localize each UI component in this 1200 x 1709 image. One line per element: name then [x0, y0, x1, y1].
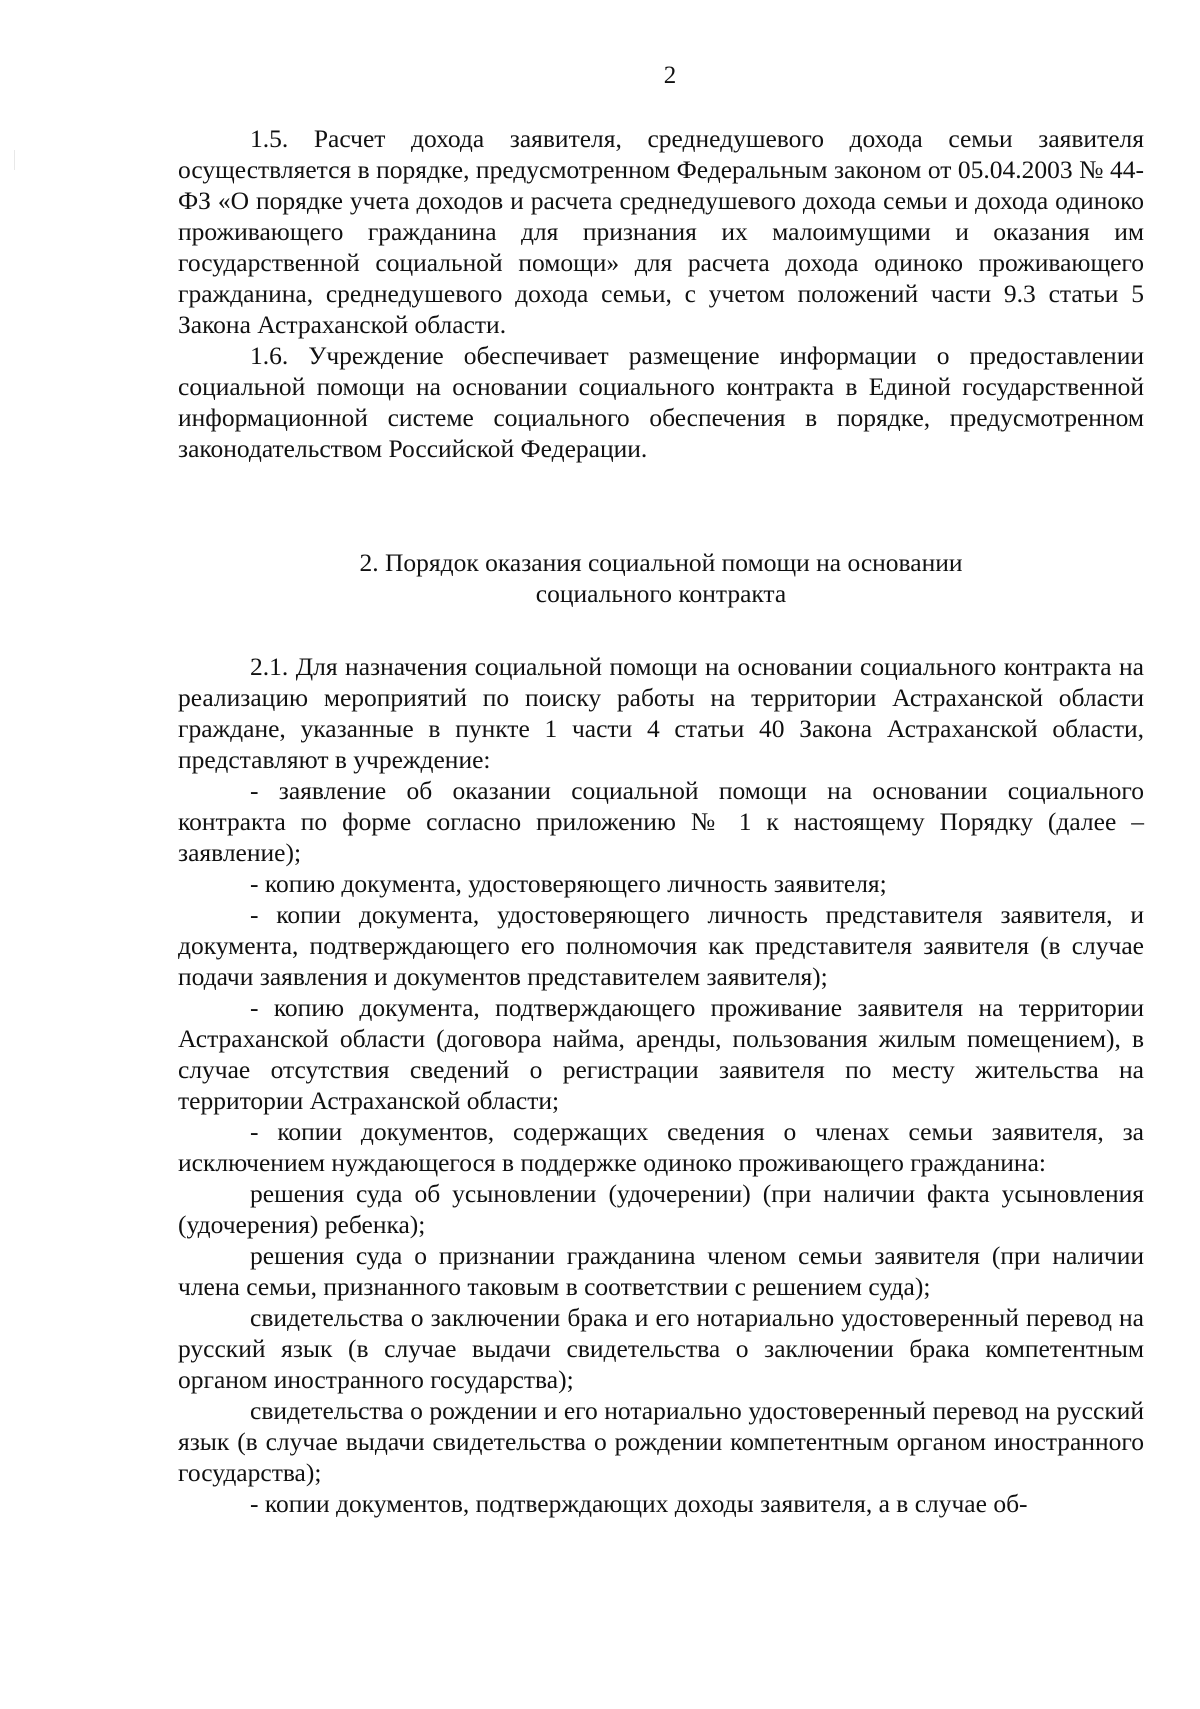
list-item-representative-docs: - копии документа, удостоверяющего личность представителя заявителя, и документа, подтверждающего его полномочия как представителя заявителя (в случае подачи заявления и документов представителем заявителя); [178, 900, 1144, 991]
list-item-income-docs: - копии документов, подтверждающих доходы заявителя, а в случае об- [250, 1489, 1028, 1518]
paragraph-2-1: 2.1. Для назначения социальной помощи на основании социального контракта на реализацию мероприятий по поиску работы на территории Астраханской области граждане, указанные в пункте 1 части 4 статьи 40 Закона Астраханской области, представляют в учреждение: [178, 652, 1144, 774]
paragraph-1-5: 1.5. Расчет дохода заявителя, среднедушевого дохода семьи заявителя осуществляется в порядке, предусмотренном Федеральным законом от 05.04.2003 № 44-ФЗ «О порядке учета доходов и расчета среднедушевого дохода семьи и дохода одиноко проживающего гражданина для признания их малоимущими и оказания им государственной социальной помощи» для расчета дохода одиноко проживающего гражданина, среднедушевого дохода семьи, с учетом положений части 9.3 статьи 5 Закона Астраханской области. [178, 124, 1144, 339]
list-item-application: - заявление об оказании социальной помощи на основании социального контракта по форме согласно приложению № 1 к настоящему Порядку (далее – заявление); [178, 776, 1144, 867]
list-item-residence-proof: - копию документа, подтверждающего проживание заявителя на территории Астраханской области (договора найма, аренды, пользования жилым помещением), в случае отсутствия сведений о регистрации заявителя по месту жительства на территории Астраханской области; [178, 993, 1144, 1115]
sub-item-marriage-certificate: свидетельства о заключении брака и его нотариально удостоверенный перевод на русский язык (в случае выдачи свидетельства о заключении брака компетентным органом иностранного государства); [178, 1303, 1144, 1394]
section-heading-line-2: социального контракта [535, 579, 787, 608]
sub-item-adoption: решения суда об усыновлении (удочерении) (при наличии факта усыновления (удочерения) ребенка); [178, 1179, 1144, 1239]
sub-item-family-member-court: решения суда о признании гражданина членом семьи заявителя (при наличии члена семьи, признанного таковым в соответствии с решением суда); [178, 1241, 1144, 1301]
section-1-text [178, 123, 1144, 464]
page-number: 2 [663, 62, 677, 89]
list-item-family-docs: - копии документов, содержащих сведения о членах семьи заявителя, за исключением нуждающегося в поддержке одиноко проживающего гражданина: [178, 1117, 1144, 1177]
paragraph-1-6: 1.6. Учреждение обеспечивает размещение информации о предоставлении социальной помощи на основании социального контракта в Единой государственной информационной системе социального обеспечения в порядке, предусмотренном законодательством Российской Федерации. [178, 341, 1144, 463]
section-2-heading [178, 547, 1144, 609]
sub-item-birth-certificate: свидетельства о рождении и его нотариально удостоверенный перевод на русский язык (в случае выдачи свидетельства о рождении компетентным органом иностранного государства); [178, 1396, 1144, 1487]
section-heading-line-1: 2. Порядок оказания социальной помощи на основании [359, 548, 963, 577]
section-2-text [178, 651, 1144, 1519]
scan-artifact [14, 150, 15, 170]
list-item-id-copy: - копию документа, удостоверяющего личность заявителя; [250, 869, 887, 898]
